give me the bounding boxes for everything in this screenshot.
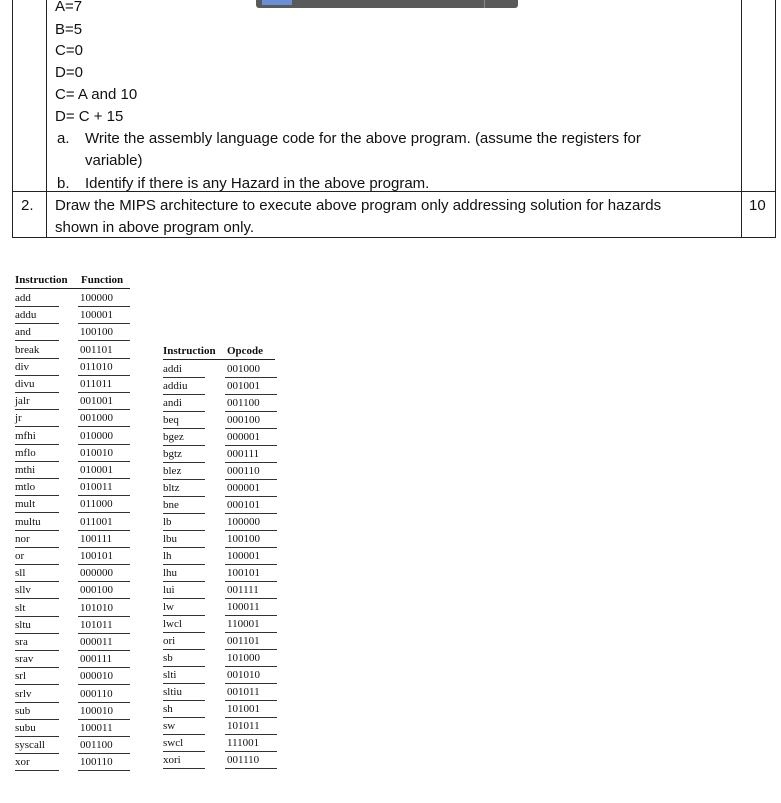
function-table-instruction-cell: jr [15,410,59,427]
opcode-table-instruction-cell: lw [163,599,205,616]
opcode-table-instruction-cell: sltiu [163,684,205,701]
opcode-table-instruction-cell: addi [163,361,205,378]
function-table-instruction-cell: add [15,290,59,307]
function-table-code-cell: 101011 [78,617,130,634]
opcode-table-instruction-cell: lbu [163,531,205,548]
function-table-code-cell: 011000 [78,496,130,513]
function-table-row [15,410,135,427]
opcode-table-instruction-cell: sh [163,701,205,718]
function-table-code-cell: 000111 [78,651,130,668]
opcode-table-code-cell: 001111 [225,582,277,599]
opcode-table-instruction-cell: lwcl [163,616,205,633]
opcode-table-instruction-cell: bgez [163,429,205,446]
function-table-instruction-cell: sub [15,703,59,720]
function-table-code-cell: 000100 [78,582,130,599]
opcode-table-instruction-cell: ori [163,633,205,650]
part-b-label: b. [57,175,70,192]
function-table-code-cell: 010000 [78,428,130,445]
function-table-instruction-cell: sltu [15,617,59,634]
table-border-col1 [46,0,47,238]
function-table-row [15,428,135,445]
opcode-table-instruction-cell: lhu [163,565,205,582]
opcode-table-instruction-cell: sw [163,718,205,735]
function-table-row [15,634,135,651]
function-table-row [15,462,135,479]
function-table-code-cell: 001001 [78,393,130,410]
question-2-marks: 10 [749,197,766,214]
function-table-row [15,307,135,324]
function-table-header-function: Function [81,274,124,286]
function-table-row [15,582,135,599]
function-table-instruction-cell: break [15,342,59,359]
function-table-row [15,342,135,359]
opcode-table-code-cell: 101011 [225,718,277,735]
opcode-table-row [163,497,283,514]
function-table-row [15,324,135,341]
function-table-code-cell: 100101 [78,548,130,565]
opcode-table-row [163,650,283,667]
opcode-table-row [163,616,283,633]
opcode-table-row [163,412,283,429]
part-a-text: Write the assembly language code for the above program. (assume the registers for [85,130,641,147]
part-a-text-continued: variable) [85,152,143,169]
function-table-code-cell: 000011 [78,634,130,651]
opcode-table-code-cell: 101001 [225,701,277,718]
function-table-row [15,703,135,720]
question-line: D=0 [55,64,83,81]
opcode-table-code-cell: 000001 [225,429,277,446]
function-table-instruction-cell: syscall [15,737,59,754]
opcode-table-row [163,480,283,497]
function-table-instruction-cell: sra [15,634,59,651]
function-table-row [15,514,135,531]
function-table-row [15,479,135,496]
opcode-table-row [163,548,283,565]
opcode-table-row [163,735,283,752]
opcode-table-instruction-cell: bltz [163,480,205,497]
opcode-table-instruction-cell: beq [163,412,205,429]
opcode-table-code-cell: 000111 [225,446,277,463]
question-line: B=5 [55,21,83,38]
function-table-instruction-cell: div [15,359,59,376]
opcode-table-row [163,667,283,684]
function-table-code-cell: 010001 [78,462,130,479]
function-table-code-cell: 011001 [78,514,130,531]
function-table-code-cell: 001000 [78,410,130,427]
function-table-row [15,668,135,685]
opcode-table-code-cell: 100001 [225,548,277,565]
function-table-row [15,496,135,513]
opcode-table-instruction-cell: lb [163,514,205,531]
toolbar-separator [484,0,485,8]
function-table-instruction-cell: mflo [15,445,59,462]
opcode-table-row [163,446,283,463]
question-line: D= C + 15 [55,108,124,125]
opcode-table-row [163,582,283,599]
opcode-table-row [163,395,283,412]
opcode-table-instruction-cell: bne [163,497,205,514]
opcode-table-row [163,565,283,582]
function-table-code-cell: 001101 [78,342,130,359]
opcode-table-code-cell: 001100 [225,395,277,412]
function-table-code-cell: 010011 [78,479,130,496]
function-table-row [15,445,135,462]
part-b-text: Identify if there is any Hazard in the above program. [85,175,430,192]
opcode-table-code-cell: 001010 [225,667,277,684]
opcode-table-row [163,378,283,395]
opcode-table-code-cell: 001000 [225,361,277,378]
function-table-row [15,393,135,410]
opcode-table-code-cell: 100000 [225,514,277,531]
function-table-row [15,686,135,703]
question-2-number: 2. [21,197,34,214]
opcode-table-row [163,633,283,650]
opcode-table-code-cell: 001110 [225,752,277,769]
toolbar-active-indicator [262,0,292,5]
function-table-instruction-cell: slt [15,600,59,617]
function-table-instruction-cell: mfhi [15,428,59,445]
function-table-code-cell: 100010 [78,703,130,720]
table-border-right [775,0,776,238]
window-toolbar-strip [256,0,518,8]
opcode-table-instruction-cell: blez [163,463,205,480]
question-line: A=7 [55,0,83,15]
opcode-table-row [163,752,283,769]
function-table-instruction-cell: jalr [15,393,59,410]
opcode-table-row [163,718,283,735]
function-table-code-cell: 100111 [78,531,130,548]
question-line: C=0 [55,42,83,59]
opcode-table-row [163,701,283,718]
opcode-table-instruction-cell: swcl [163,735,205,752]
function-table-row [15,290,135,307]
opcode-table-row [163,429,283,446]
function-table-instruction-cell: or [15,548,59,565]
opcode-table-code-cell: 111001 [225,735,277,752]
opcode-table-header-opcode: Opcode [227,345,264,357]
opcode-table-code-cell: 101000 [225,650,277,667]
function-table-code-cell: 010010 [78,445,130,462]
opcode-table-code-cell: 000110 [225,463,277,480]
question-2-text-continued: shown in above program only. [55,219,254,236]
function-table-header-instruction: Instruction [15,274,68,286]
function-table-code-cell: 100011 [78,720,130,737]
opcode-table-row [163,599,283,616]
opcode-table-code-cell: 000001 [225,480,277,497]
function-table-instruction-cell: mult [15,496,59,513]
function-table-row [15,651,135,668]
function-table-instruction-cell: multu [15,514,59,531]
function-table-header-rule [15,288,130,289]
opcode-table-code-cell: 000101 [225,497,277,514]
opcode-table-instruction-cell: xori [163,752,205,769]
opcode-table-row [163,463,283,480]
function-table-code-cell: 011011 [78,376,130,393]
function-table-instruction-cell: srlv [15,686,59,703]
function-table-code-cell: 001100 [78,737,130,754]
question-2-text: Draw the MIPS architecture to execute above program only addressing solution for hazards [55,197,662,214]
opcode-table-header-instruction: Instruction [163,345,216,357]
function-table-row [15,754,135,771]
opcode-table-instruction-cell: lh [163,548,205,565]
function-table-code-cell: 000010 [78,668,130,685]
part-a-label: a. [57,130,70,147]
function-table-code-cell: 000000 [78,565,130,582]
function-table-instruction-cell: nor [15,531,59,548]
opcode-table-code-cell: 000100 [225,412,277,429]
function-table-instruction-cell: subu [15,720,59,737]
function-table-row [15,548,135,565]
function-table-instruction-cell: addu [15,307,59,324]
function-table-code-cell: 100001 [78,307,130,324]
function-table-code-cell: 101010 [78,600,130,617]
opcode-table-code-cell: 110001 [225,616,277,633]
function-table-row [15,376,135,393]
function-table-instruction-cell: sllv [15,582,59,599]
opcode-table-instruction-cell: bgtz [163,446,205,463]
function-table-code-cell: 100000 [78,290,130,307]
function-code-table [15,274,135,774]
function-table-row [15,565,135,582]
table-border-left [12,0,13,238]
function-table-instruction-cell: divu [15,376,59,393]
function-table-code-cell: 000110 [78,686,130,703]
function-table-row [15,359,135,376]
function-table-row [15,737,135,754]
opcode-table-code-cell: 001101 [225,633,277,650]
opcode-table-instruction-cell: lui [163,582,205,599]
function-table-code-cell: 011010 [78,359,130,376]
function-table-row [15,600,135,617]
function-table-instruction-cell: srav [15,651,59,668]
opcode-table-row [163,361,283,378]
opcode-table-code-cell: 100101 [225,565,277,582]
opcode-table [163,345,283,775]
function-table-code-cell: 100110 [78,754,130,771]
function-table-row [15,617,135,634]
opcode-table-instruction-cell: addiu [163,378,205,395]
function-table-row [15,531,135,548]
opcode-table-row [163,684,283,701]
opcode-table-code-cell: 001001 [225,378,277,395]
question-line: C= A and 10 [55,86,138,103]
function-table-instruction-cell: srl [15,668,59,685]
opcode-table-code-cell: 100011 [225,599,277,616]
opcode-table-instruction-cell: andi [163,395,205,412]
function-table-instruction-cell: xor [15,754,59,771]
opcode-table-row [163,531,283,548]
function-table-code-cell: 100100 [78,324,130,341]
opcode-table-code-cell: 001011 [225,684,277,701]
function-table-instruction-cell: sll [15,565,59,582]
function-table-instruction-cell: mthi [15,462,59,479]
function-table-row [15,720,135,737]
opcode-table-instruction-cell: sb [163,650,205,667]
opcode-table-code-cell: 100100 [225,531,277,548]
opcode-table-header-rule [163,359,275,360]
opcode-table-row [163,514,283,531]
opcode-table-instruction-cell: slti [163,667,205,684]
function-table-instruction-cell: and [15,324,59,341]
table-border-col2 [741,0,742,238]
function-table-instruction-cell: mtlo [15,479,59,496]
